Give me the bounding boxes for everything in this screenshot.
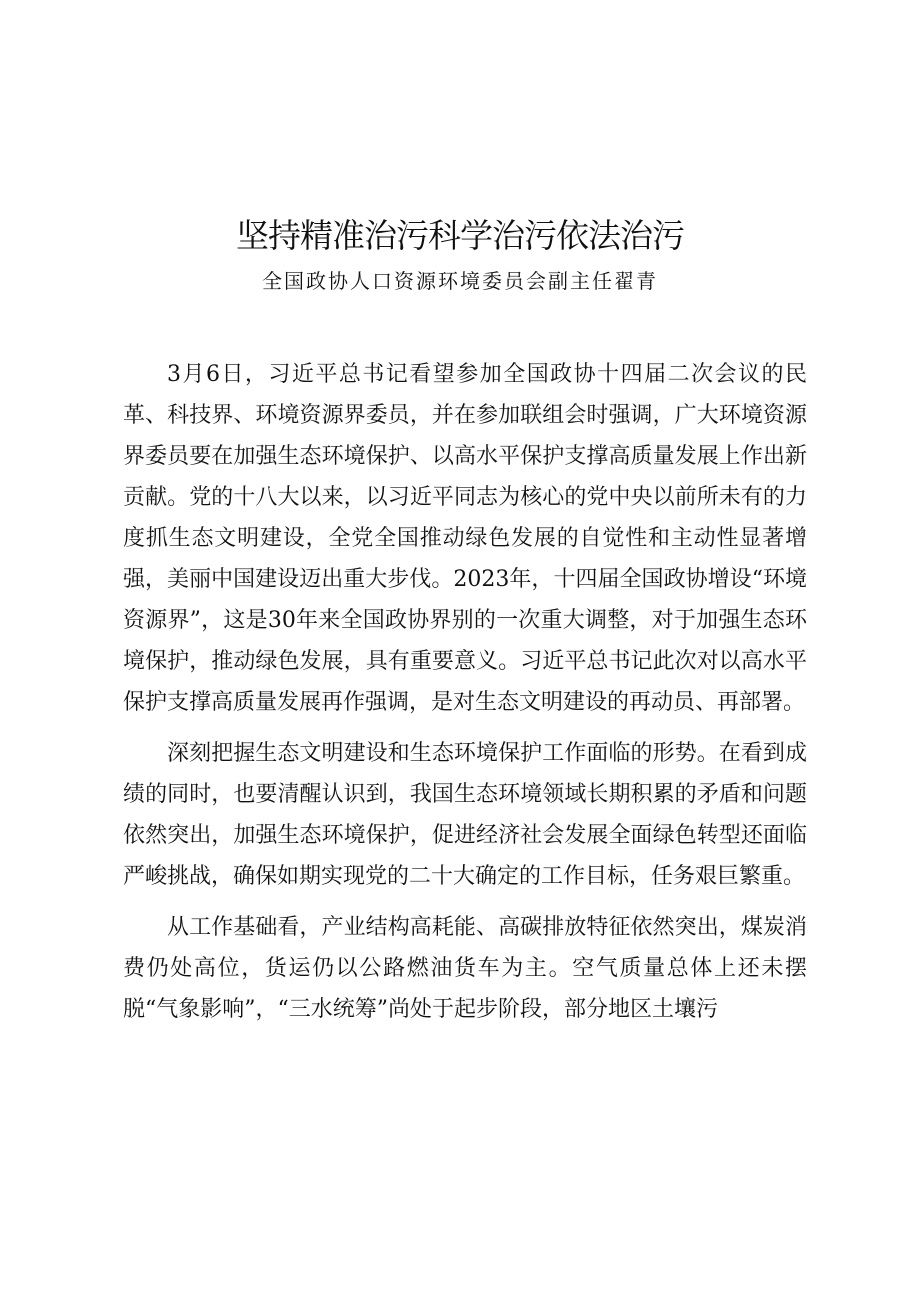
paragraph: 深刻把握生态文明建设和生态环境保护工作面临的形势。在看到成绩的同时，也要清醒认识到，我国生态环境领域长期积累的矛盾和问题依然突出，加强生态环境保护，促进经济社会发展全面绿色转型还面临严峻挑战，确保如期实现党的二十大确定的工作目标，任务艰巨繁重。 <box>123 741 807 889</box>
paragraph: 3月6日，习近平总书记看望参加全国政协十四届二次会议的民革、科技界、环境资源界委员，并在参加联组会时强调，广大环境资源界委员要在加强生态环境保护、以高水平保护支撑高质量发展上作出新贡献。党的十八大以来，以习近平同志为核心的党中央以前所未有的力度抓生态文明建设，全党全国推动绿色发展的自觉性和主动性显著增强，美丽中国建设迈出重大步伐。2023年，十四届全国政协增设“环境资源界”，这是30年来全国政协界别的一次重大调整，对于加强生态环境保护，推动绿色发展，具有重要意义。习近平总书记此次对以高水平保护支撑高质量发展再作强调，是对生态文明建设的再动员、再部署。 <box>123 362 807 715</box>
article-body <box>123 354 807 1030</box>
article-title: 坚持精准治污科学治污依法治污 <box>236 216 684 255</box>
paragraph: 从工作基础看，产业结构高耗能、高碳排放特征依然突出，煤炭消费仍处高位，货运仍以公路燃油货车为主。空气质量总体上还未摆脱“气象影响”，“三水统筹”尚处于起步阶段，部分地区土壤污 <box>123 915 807 1022</box>
article-author: 全国政协人口资源环境委员会副主任翟青 <box>262 269 658 293</box>
